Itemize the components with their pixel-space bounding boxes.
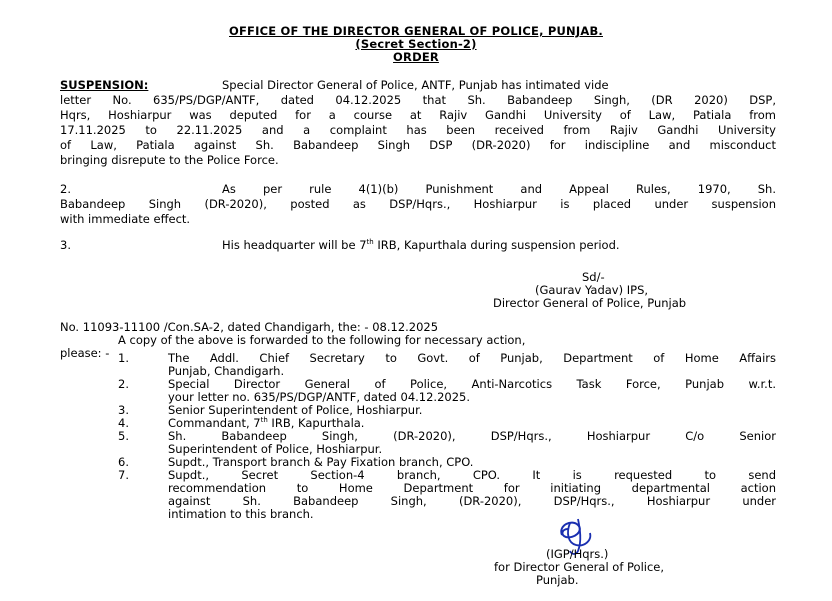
para2-number: 2.: [60, 182, 71, 196]
endorsement-ref: No. 11093-11100 /Con.SA-2, dated Chandigarh, the: - 08.12.2025: [60, 320, 439, 334]
para2-line: As per rule 4(1)(b) Punishment and Appeal Rules, 1970, Sh.: [222, 182, 776, 196]
list-item-number: 6.: [118, 455, 129, 469]
list-item-number: 3.: [118, 403, 129, 417]
signatory2-title: (IGP/Hqrs.): [546, 547, 609, 561]
list-item-number: 2.: [118, 377, 129, 391]
list-item: Supdt., Secret Section-4 branch, CPO. It is requested to send: [168, 468, 776, 482]
list-item: Superintendent of Police, Hoshiarpur.: [168, 442, 383, 456]
list-item: Supdt., Transport branch & Pay Fixation branch, CPO.: [168, 455, 474, 469]
list-item: Senior Superintendent of Police, Hoshiarpur.: [168, 403, 423, 417]
list-item: against Sh. Babandeep Singh, (DR-2020), DSP/Hqrs., Hoshiarpur under: [168, 494, 776, 508]
endorsement-please: please: -: [60, 346, 110, 360]
list-item: Commandant, 7th IRB, Kapurthala.: [168, 416, 365, 430]
para1-line: 17.11.2025 to 22.11.2025 and a complaint has been received from Rajiv Gandhi University: [60, 123, 776, 137]
list-item: Punjab, Chandigarh.: [168, 364, 285, 378]
para1-line: Hqrs, Hoshiarpur was deputed for a course at Rajiv Gandhi University of Law, Patiala from: [60, 108, 776, 122]
para3-text: His headquarter will be 7th IRB, Kapurthala during suspension period.: [222, 238, 620, 252]
para2-line: with immediate effect.: [60, 212, 191, 226]
section-heading: (Secret Section-2): [355, 37, 477, 51]
para1-line: of Law, Patiala against Sh. Babandeep Singh DSP (DR-2020) for indiscipline and misconduct: [60, 138, 776, 152]
para1-line: Special Director General of Police, ANTF, Punjab has intimated vide: [222, 78, 609, 92]
signatory2-line: Punjab.: [536, 573, 579, 587]
list-item: The Addl. Chief Secretary to Govt. of Punjab, Department of Home Affairs: [168, 351, 776, 365]
list-item: your letter no. 635/PS/DGP/ANTF, dated 04.12.2025.: [168, 390, 471, 404]
office-heading: OFFICE OF THE DIRECTOR GENERAL OF POLICE, PUNJAB.: [229, 24, 603, 38]
list-item: Sh. Babandeep Singh, (DR-2020), DSP/Hqrs., Hoshiarpur C/o Senior: [168, 429, 776, 443]
sd-mark: Sd/-: [582, 270, 605, 284]
endorsement-text: A copy of the above is forwarded to the following for necessary action,: [118, 333, 526, 347]
list-item: Special Director General of Police, Anti-Narcotics Task Force, Punjab w.r.t.: [168, 377, 776, 391]
para1-line: bringing disrepute to the Police Force.: [60, 153, 279, 167]
suspension-label: SUSPENSION:: [60, 78, 149, 92]
signatory-name: (Gaurav Yadav) IPS,: [535, 283, 649, 297]
para2-line: Babandeep Singh (DR-2020), posted as DSP/Hqrs., Hoshiarpur is placed under suspension: [60, 197, 776, 211]
list-item-number: 7.: [118, 468, 129, 482]
list-item: intimation to this branch.: [168, 507, 314, 521]
signatory2-line: for Director General of Police,: [494, 560, 665, 574]
list-item-number: 5.: [118, 429, 129, 443]
order-title: ORDER: [393, 50, 439, 64]
para3-number: 3.: [60, 238, 71, 252]
list-item: recommendation to Home Department for initiating departmental action: [168, 481, 776, 495]
list-item-number: 1.: [118, 351, 129, 365]
para1-line: letter No. 635/PS/DGP/ANTF, dated 04.12.2025 that Sh. Babandeep Singh, (DR 2020) DSP,: [60, 93, 776, 107]
list-item-number: 4.: [118, 416, 129, 430]
signatory-designation: Director General of Police, Punjab: [493, 296, 687, 310]
